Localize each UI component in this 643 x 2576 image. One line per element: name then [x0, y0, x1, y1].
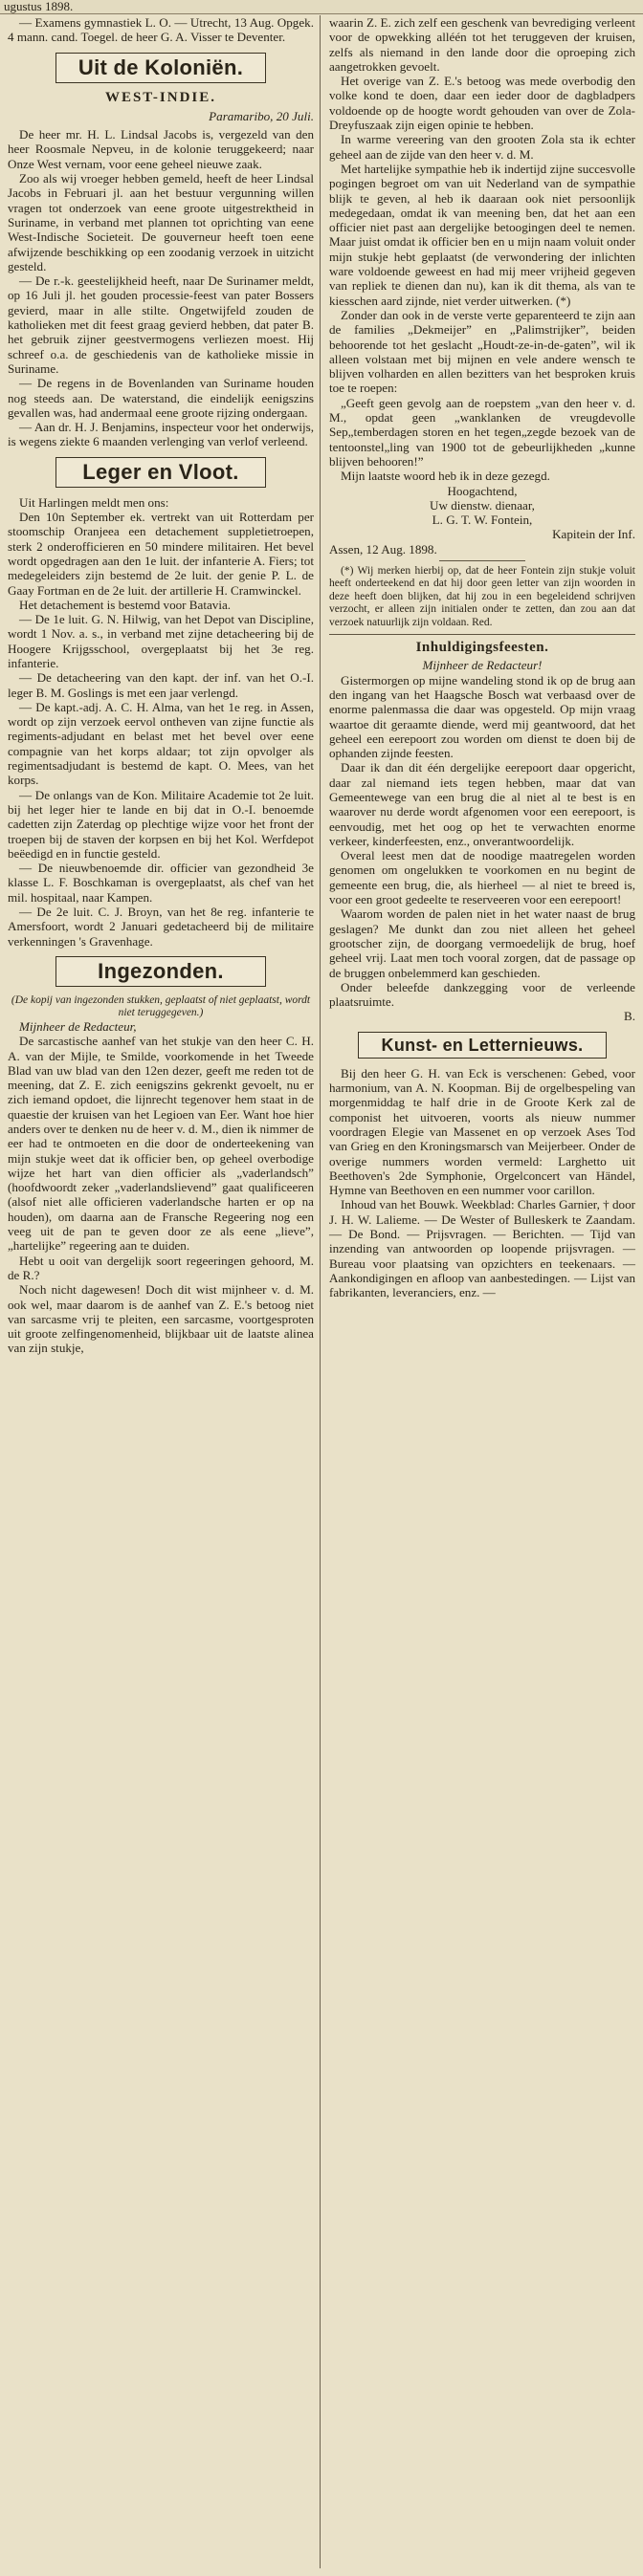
- article-paragraph: Den 10n September ek. vertrekt van uit Rotterdam per stoomschip Oranjeea een detachement suppletietroepen, sterk 2 onderofficieren en 50 mindere militairen. Het bevel wordt opgedragen aan den 1e luit. der infanterie A. Fiers; tot medegeleiders zijn bestemd de 2e luit. der genie P. L. de Gaay Fortman en de 2e luit. der artillerie H. Cramwinckel.: [8, 510, 314, 598]
- article-paragraph: Gistermorgen op mijne wandeling stond ik op de brug aan den ingang van het Haagsche Bosch wat verbaasd over de enorme palenmassa die daar was opgesteld. Op mijn vraag waartoe dit geraamte diende, werd mij geantwoord, dat het geheel een eerepoort zou worden om dienst te doen bij de ophanden zijnde feesten.: [329, 672, 635, 761]
- article-paragraph: — De detacheering van den kapt. der inf. van het O.-I. leger B. M. Goslings is met een jaar verlengd.: [8, 670, 314, 700]
- article-paragraph: Hebt u ooit van dergelijk soort regeeringen gehoord, M. de R.?: [8, 1253, 314, 1282]
- salutation: Mijnheer de Redacteur,: [19, 1018, 137, 1034]
- signature-rank: Kapitein der Inf.: [552, 527, 635, 542]
- section-title-kolonien: Uit de Koloniën.: [55, 53, 266, 83]
- article-paragraph: Overal leest men dat de noodige maatregelen worden genomen om ongelukken te voorkomen en nu begint de gemeente een brug, die, als hierheel — al niet te breed is, voor een groot gedeelte te reserveeren voor een eerepoort!: [329, 848, 635, 907]
- article-paragraph: Noch nicht dagewesen! Doch dit wist mijnheer v. d. M. ook wel, maar daarom is de aanhef van Z. E.'s betoog niet van sarcasme vrij te pleiten, een sarcasme, voortgesproten uit groote zelfingenomenheid, blijkbaar uit de laatste alinea van zijn stukje,: [8, 1282, 314, 1356]
- letter-initial: B.: [623, 1009, 635, 1024]
- article-paragraph: waarin Z. E. zich zelf een geschenk van bevrediging verleent voor de opwekking alléén tot het teruggeven der kruisen, zelfs als niemand in den lande door die oproeping zich aangetrokken gevoelt.: [329, 15, 635, 74]
- article-paragraph: Het detachement is bestemd voor Batavia.: [19, 597, 232, 612]
- article-paragraph: Bij den heer G. H. van Eck is verschenen: Gebed, voor harmonium, van A. N. Koopman. Bij de orgelbespeling van morgenmiddag te half drie in de Groote Kerk zal de componist het uitvoeren, voorts als nieuw nummer voordragen Elegie van Massenet en op verzoek Ases Tod van Grieg en den Kroningsmarsch van Meijerbeer. Onder de overige nummers worden vermeld: Larghetto uit Beethoven's 2de Symphonie, Orgelconcert van Händel, Hymne van Beethoven en een nummer voor carillon.: [329, 1065, 635, 1198]
- left-column: [8, 15, 314, 1356]
- article-paragraph: Mijn laatste woord heb ik in deze gezegd.: [341, 469, 550, 484]
- editorial-note: (De kopij van ingezonden stukken, geplaatst of niet geplaatst, wordt niet teruggegeven.): [11, 993, 311, 1018]
- article-paragraph: Met hartelijke sympathie heb ik indertijd zijne succesvolle pogingen begroet om van uit Nederland van de sympathie blijk te geven, al heb ik daaraan ook niet persoonlijk medegedaan, omdat ik van meening ben, dat het aan een officier niet past aan dergelijke betoogingen deel te nemen. Maar juist omdat ik officier ben en u mijn naam voluit onder mijn stukje hebt geplaatst (de verwondering der inlichten ware voldoende geweest en had mij meer vrijheid gegeven van repliek te dienen dan nu), kan ik dit thema, als van te kiesschen aard zijnde, niet verder uitwerken. (*): [329, 161, 635, 308]
- editorial-footnote: (*) Wij merken hierbij op, dat de heer Fontein zijn stukje voluit heeft onderteekend en dat hij door geen letter van zijn woorden in deze heeft doen blijken, dat hij zou in een begeleidend schrijven verzocht, er alleen zijn initialen onder te zetten, dan zou aan dat verzoek natuurlijk zijn voldaan. Red.: [329, 564, 635, 628]
- salutation: Mijnheer de Redacteur!: [422, 658, 543, 673]
- article-paragraph: Daar ik dan dit één dergelijke eerepoort daar opgericht, daar zal niemand iets tegen hebben, maar dat van Gemeentewege van een brug die al niet al te best is en waarover nu derde wordt afgenomen voor een eerepoort, is eenvoudig, met het oog op het te verwachten enorme verkeer, kinderfeesten, enz., onverantwoordelijk.: [329, 760, 635, 848]
- article-paragraph: — De nieuwbenoemde dir. officier van gezondheid 3e klasse L. F. Boschkaman is overgeplaatst, als chef van het mil. hospitaal, naar Kampen.: [8, 861, 314, 905]
- article-paragraph: — Aan dr. H. J. Benjamins, inspecteur voor het onderwijs, is wegens ziekte 6 maanden verlenging van verlof verleend.: [8, 420, 314, 449]
- article-paragraph: In warme vereering van den grooten Zola sta ik echter geheel aan de zijde van den heer v. d. M.: [329, 132, 635, 162]
- closing: Hoogachtend,: [447, 483, 518, 498]
- article-paragraph: De sarcastische aanhef van het stukje van den heer C. H. A. van der Mijle, te Smilde, voorkomende in het Tweede Blad van uw blad van den 12en dezer, geeft me reden tot de meening, dat Z. E. zich eenigszins gekrenkt gevoelt, nu er zich iemand opdoet, die lijnrecht tegenover hem staat in de quaestie der kruisen van het Legioen van Eer. Want hoe hier anders over te denken nu de heer v. d. M., dien ik nimmer de eer had te ontmoeten en die door de onderteekening van mijn stukje weet dat ik officier ben, op geheel overbodige wijze het hart van dien officier als „vaderlandsch” (hoofdwoordt zeker „vaderlandslievend” gaat qualificeeren (alsof niet alle officieren vaderlandsche harten er op na houden), om daarna aan de Fransche Regeering nog een veeg uit de pan te geven door ze als eene „lieve”, „hartelijke” regeering aan te duiden.: [8, 1034, 314, 1254]
- dateline: Paramaribo, 20 Juli.: [209, 108, 314, 123]
- section-title-ingezonden: Ingezonden.: [55, 956, 266, 987]
- divider: [329, 634, 635, 635]
- section-title-inhuldiging: Inhuldigingsfeesten.: [415, 640, 549, 656]
- article-paragraph: Zoo als wij vroeger hebben gemeld, heeft de heer Lindsal Jacobs in Februari jl. aan het bestuur vergunning willen vragen tot onderzoek van eene groote uitgestrektheid in Suriname, in verband met plannen tot oprichting van eene West-Indische Societeit. De gouverneur heeft toen eene afwijzende beschikking op een zoodanig verzoek in uitzicht gesteld.: [8, 171, 314, 273]
- article-paragraph: Onder beleefde dankzegging voor de verleende plaatsruimte.: [329, 979, 635, 1010]
- section-title-leger: Leger en Vloot.: [55, 457, 266, 488]
- article-paragraph: — De 2e luit. C. J. Broyn, van het 8e reg. infanterie te Amersfoort, wordt 2 Januari gedetacheerd bij de militaire verkenningen 's Gravenhage.: [8, 905, 314, 949]
- exams-notice: — Examens gymnastiek L. O. — Utrecht, 13 Aug. Opgek. 4 mann. cand. Toegel. de heer G. A. Visser te Deventer.: [8, 15, 314, 45]
- page-header-strip: ugustus 1898.: [0, 0, 643, 14]
- right-column: [329, 15, 635, 1299]
- article-paragraph: „Geeft geen gevolg aan de roepstem „van den heer v. d. M., opdat geen „wanklanken de vreugdevolle Sep„temberdagen storen en het tegen„zegde bezoek van de tentoonstel„ling van 1900 tot de gebeurlijkheden „kunne blijven behooren!”: [329, 395, 635, 469]
- article-paragraph: — De regens in de Bovenlanden van Suriname houden nog steeds aan. De waterstand, die eindelijk eenigszins gevallen was, had andermaal eene groote rijzing ondergaan.: [8, 376, 314, 420]
- signature: L. G. T. W. Fontein,: [432, 513, 533, 528]
- article-paragraph: Het overige van Z. E.'s betoog was mede overbodig den volke kond te doen, daar een ieder door de dagbladpers voldoende op de hoogte wordt gehouden van over de Zola-Dreyfuszaak zijn eigen opinie te hebben.: [329, 74, 635, 133]
- subsection-west-indie: WEST-INDIE.: [104, 89, 217, 105]
- column-divider: [320, 15, 321, 2568]
- article-paragraph: — De onlangs van de Kon. Militaire Academie tot 2e luit. bij het leger hier te lande en bij dat in O.-I. benoemde cadetten zijn Zaterdag op plechtige wijze voor het front der troepen bij de staven der korpsen en bij het Kol. Werfdepot beëedigd en in functie gesteld.: [8, 787, 314, 861]
- article-paragraph: — De kapt.-adj. A. C. H. Alma, van het 1e reg. in Assen, wordt op zijn verzoek eervol ontheven van zijne functie als regiments-adjudant en belast met het bevel over eene compagnie van het korps aldaar; tot zijn opvolger als regimentsadjudant is bestemd de kapt. O. Mees, van het korps.: [8, 699, 314, 788]
- section-title-kunst: Kunst- en Letternieuws.: [358, 1032, 607, 1059]
- article-paragraph: Uit Harlingen meldt men ons:: [19, 494, 169, 510]
- place-date: Assen, 12 Aug. 1898.: [329, 541, 437, 557]
- closing-line-2: Uw dienstw. dienaar,: [430, 497, 535, 513]
- article-paragraph: Inhoud van het Bouwk. Weekblad: Charles Garnier, † door J. H. W. Lalieme. — De Wester of Bulleskerk te Zaandam. — De Bond. — Prijsvragen. — Berichten. — Tijd van inzending van antwoorden op loopende prijsvragen. — Bureau voor plaatsing van opzichters en teekenaars. — Aankondigingen en afloop van aanbestedingen. — Lijst van fabrikanten, leveranciers, enz. —: [329, 1197, 635, 1300]
- article-paragraph: Zonder dan ook in de verste verte geparenteerd te zijn aan de families „Dekmeijer” en „Palimstrijker”, beiden behoorende tot het geslacht „Houdt-ze-in-de-gaten”, wil ik alleen volstaan met bij mijnen en vele andere wensch te blijven volharden en allen bezitters van het besproken kruis toe te roepen:: [329, 307, 635, 396]
- article-paragraph: Waarom worden de palen niet in het water naast de brug geslagen? Me dunkt dan zou niet alleen het geheel grootscher zijn, de doorgang vermoedelijk de brug, hoef geheel vrij. Laat men toch vooral zorgen, dat de passage op de bruggen onbelemmerd kan geschieden.: [329, 906, 635, 980]
- article-paragraph: — De r.-k. geestelijkheid heeft, naar De Surinamer meldt, op 16 Juli jl. het gouden processie-feest van pater Bossers gevierd, maar in alle stilte. Ongetwijfeld zouden de katholieken met dit feest graag gevierd hebben, dat pater B. het gebruik zijner geestvermogens verliezen moest. Hij schreef o.a. de geschiedenis van de katholieke missie in Suriname.: [8, 273, 314, 376]
- article-paragraph: — De 1e luit. G. N. Hilwig, van het Depot van Discipline, wordt 1 Nov. a. s., in verband met zijne detacheering bij de Hoogere Krijgsschool, overgeplaatst bij het 3e reg. infanterie.: [8, 612, 314, 670]
- divider: [439, 560, 525, 561]
- article-paragraph: De heer mr. H. L. Lindsal Jacobs is, vergezeld van den heer Roosmale Nepveu, in de kolonie teruggekeerd; naar Onze West vernam, voor eene geheel nieuwe zaak.: [8, 127, 314, 171]
